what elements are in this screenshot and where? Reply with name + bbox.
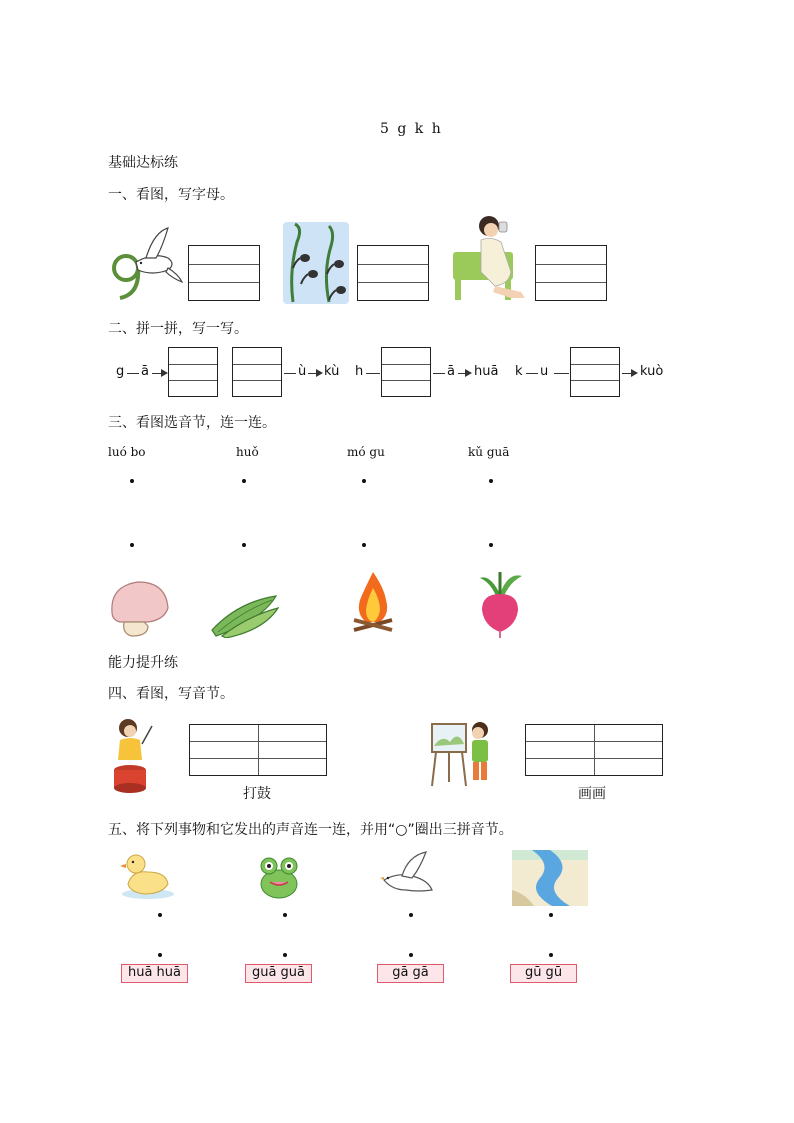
- q2-arrowhead-2: [316, 369, 323, 377]
- q5-dot-bottom-1[interactable]: [158, 953, 162, 957]
- q2-dash-6: [554, 373, 569, 374]
- q4-caption-2: 画画: [578, 786, 606, 802]
- q3-dot-top-2[interactable]: [242, 479, 246, 483]
- q1-answer-grid-2[interactable]: [357, 245, 429, 301]
- q3-dot-bottom-4[interactable]: [489, 543, 493, 547]
- q1-answer-grid-3[interactable]: [535, 245, 607, 301]
- q2-answer-grid-4[interactable]: [570, 347, 620, 397]
- q4-caption-1: 打鼓: [243, 786, 271, 802]
- q3-dot-bottom-2[interactable]: [242, 543, 246, 547]
- q5-sound-1[interactable]: huā huā: [121, 964, 188, 983]
- q2-answer-grid-3[interactable]: [381, 347, 431, 397]
- q4-answer-grid-2[interactable]: [525, 724, 663, 776]
- q2-dash-5: [526, 373, 538, 374]
- q5-sound-3[interactable]: gā gā: [377, 964, 444, 983]
- q3-syllable-4: kǔ guā: [468, 445, 510, 459]
- q5-dot-bottom-2[interactable]: [283, 953, 287, 957]
- bitter-melon-icon: [208, 590, 280, 638]
- q2-heading: 二、拼一拼，写一写。: [108, 321, 248, 337]
- section-basic-label: 基础达标练: [108, 155, 178, 171]
- river-icon: [512, 850, 588, 906]
- q2-hua: huā: [474, 364, 499, 379]
- q3-syllable-3: mó gu: [347, 445, 385, 459]
- q5-heading: 五、将下列事物和它发出的声音连一连，并用“○”圈出三拼音节。: [108, 822, 513, 838]
- q3-dot-bottom-3[interactable]: [362, 543, 366, 547]
- q3-syllable-1: luó bo: [108, 445, 146, 459]
- q2-kuo: kuò: [640, 364, 664, 379]
- woman-drinking-on-bench-icon: [451, 212, 531, 304]
- q2-g: g: [116, 364, 125, 379]
- q2-arrowhead-3: [465, 369, 472, 377]
- q2-ku: kù: [324, 364, 340, 379]
- campfire-icon: [350, 570, 396, 634]
- q4-answer-grid-1[interactable]: [189, 724, 327, 776]
- q5-dot-top-2[interactable]: [283, 913, 287, 917]
- q2-dash-1: [127, 373, 139, 374]
- q3-dot-top-1[interactable]: [130, 479, 134, 483]
- mushroom-icon: [108, 578, 172, 638]
- q2-h: h: [355, 364, 364, 379]
- girl-drumming-icon: [108, 716, 156, 796]
- page-title: 5 g k h: [380, 121, 443, 137]
- dove-with-number-9-icon: [106, 222, 184, 304]
- white-dove-icon: [378, 850, 436, 902]
- q2-dash-2: [284, 373, 296, 374]
- radish-icon: [472, 570, 528, 640]
- q5-dot-top-1[interactable]: [158, 913, 162, 917]
- section-advanced-label: 能力提升练: [108, 655, 178, 671]
- q2-u-tone: ù: [298, 364, 307, 379]
- q1-answer-grid-1[interactable]: [188, 245, 260, 301]
- q2-answer-grid-2[interactable]: [232, 347, 282, 397]
- q5-sound-2[interactable]: guā guā: [245, 964, 312, 983]
- q2-answer-grid-1[interactable]: [168, 347, 218, 397]
- q3-syllable-2: huǒ: [236, 445, 259, 459]
- q2-arrowhead-4: [631, 369, 638, 377]
- q3-dot-top-4[interactable]: [489, 479, 493, 483]
- q5-dot-bottom-4[interactable]: [549, 953, 553, 957]
- duck-icon: [118, 850, 176, 900]
- q5-sound-4[interactable]: gū gū: [510, 964, 577, 983]
- boy-painting-icon: [428, 716, 492, 788]
- q2-u: u: [540, 364, 549, 379]
- q2-arrowhead-1: [161, 369, 168, 377]
- q3-dot-top-3[interactable]: [362, 479, 366, 483]
- q5-dot-top-3[interactable]: [409, 913, 413, 917]
- q3-dot-bottom-1[interactable]: [130, 543, 134, 547]
- frog-icon: [256, 852, 302, 902]
- q4-heading: 四、看图，写音节。: [108, 686, 234, 702]
- q1-heading: 一、看图，写字母。: [108, 187, 234, 203]
- tadpoles-icon: [283, 222, 349, 304]
- q2-a2: ā: [447, 364, 455, 379]
- q2-dash-4: [433, 373, 445, 374]
- q3-heading: 三、看图选音节，连一连。: [108, 415, 276, 431]
- q5-dot-bottom-3[interactable]: [409, 953, 413, 957]
- q2-a1: ā: [141, 364, 149, 379]
- q2-k: k: [515, 364, 523, 379]
- q2-dash-3: [366, 373, 380, 374]
- q5-dot-top-4[interactable]: [549, 913, 553, 917]
